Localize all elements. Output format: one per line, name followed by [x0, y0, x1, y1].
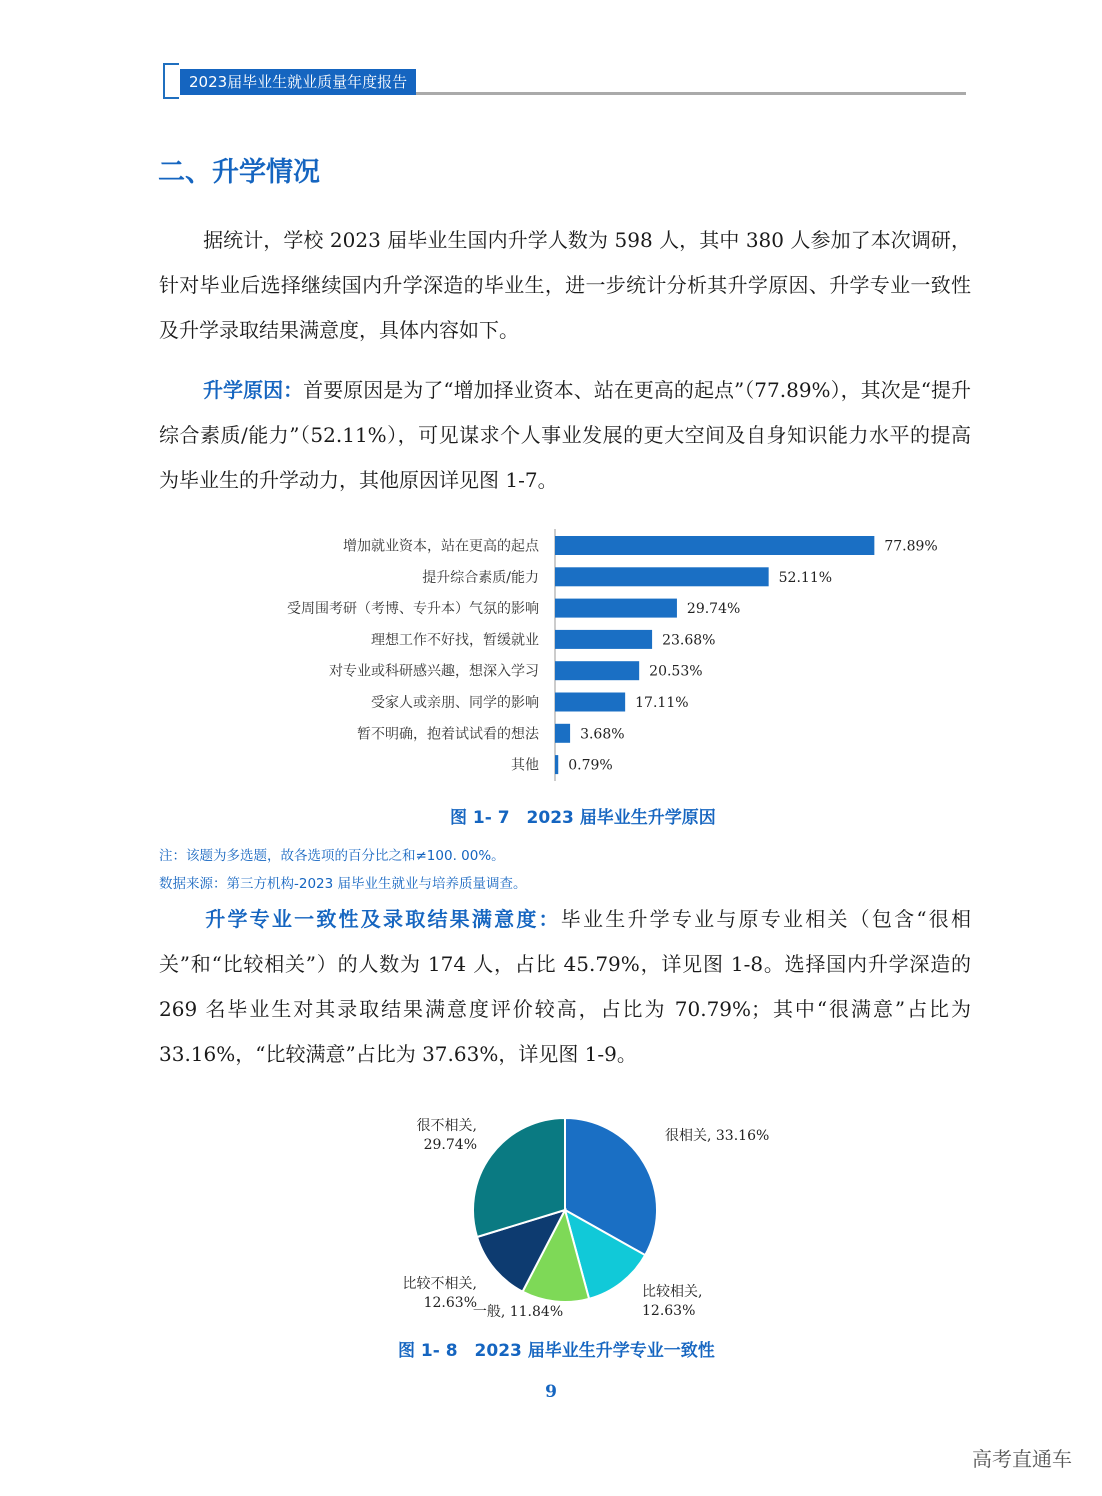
pie-chart-figure-1-8 — [380, 1110, 820, 1326]
bar-value-label: 29.74% — [686, 601, 741, 618]
page-number: 9 — [545, 1382, 557, 1402]
pie-slice-label: 比较相关, 12.63% — [642, 1284, 703, 1319]
bar-value-label: 17.11% — [635, 695, 689, 711]
bar — [555, 567, 769, 586]
figure-1-7-source: 数据来源：第三方机构-2023 届毕业生就业与培养质量调查。 — [159, 876, 527, 892]
figure-1-7-note: 注：该题为多选题，故各选项的百分比之和≠100. 00%。 — [159, 848, 505, 864]
pie-slice-label: 比较不相关, 12.63% — [402, 1276, 477, 1311]
bar-value-label: 23.68% — [662, 632, 716, 649]
bar — [555, 724, 570, 743]
pie-slice-label: 很相关, 33.16% — [665, 1128, 770, 1144]
report-header-title: 2023届毕业生就业质量年度报告 — [180, 69, 416, 95]
consistency-label: 升学专业一致性及录取结果满意度： — [203, 907, 561, 931]
bar — [555, 536, 874, 555]
bar-category-label: 受周围考研（考博、专升本）气氛的影响 — [287, 601, 539, 618]
section-title: 二、升学情况 — [158, 157, 320, 188]
intro-text: 据统计，学校 2023 届毕业生国内升学人数为 598 人，其中 380 人参加了本次调研，针对毕业后选择继续国内升学深造的毕业生，进一步统计分析其升学原因、升学专业一致性及升学录取结果满意度，具体内容如下。 — [159, 228, 971, 342]
bar-category-label: 对专业或科研感兴趣，想深入学习 — [329, 663, 539, 680]
reason-text: 首要原因是为了“增加择业资本、站在更高的起点”（77.89%），其次是“提升综合素质/能力”（52.11%），可见谋求个人事业发展的更大空间及自身知识能力水平的提高为毕业生的升学动力，其他原因详见图 1-7。 — [159, 378, 971, 492]
consistency-paragraph — [159, 897, 971, 1077]
bar-category-label: 暂不明确，抱着试试看的想法 — [357, 726, 539, 743]
bar — [555, 630, 652, 649]
bar-value-label: 20.53% — [649, 663, 703, 680]
bar — [555, 755, 558, 774]
bar-category-label: 受家人或亲朋、同学的影响 — [371, 695, 539, 711]
reason-label: 升学原因： — [203, 378, 304, 402]
pie-slice-label: 一般, 11.84% — [472, 1304, 564, 1320]
bar-value-label: 77.89% — [884, 538, 938, 555]
bar-category-label: 提升综合素质/能力 — [422, 569, 539, 586]
intro-paragraph — [159, 218, 971, 353]
bar-category-label: 其他 — [511, 757, 539, 774]
bar-chart-figure-1-7 — [200, 525, 980, 787]
bar — [555, 599, 677, 618]
figure-1-8-caption: 图 1- 8 2023 届毕业生升学专业一致性 — [398, 1341, 715, 1361]
bar-value-label: 3.68% — [580, 726, 625, 743]
header-rule — [416, 92, 966, 95]
bar-category-label: 增加就业资本，站在更高的起点 — [343, 538, 539, 555]
bar-category-label: 理想工作不好找，暂缓就业 — [371, 632, 539, 649]
reason-paragraph — [159, 368, 971, 503]
pie-slice-label: 很不相关, 29.74% — [416, 1118, 477, 1153]
watermark-text: 高考直通车 — [972, 1447, 1072, 1471]
bar-value-label: 52.11% — [778, 569, 833, 586]
consistency-text: 毕业生升学专业与原专业相关（包含“很相关”和“比较相关”）的人数为 174 人，占比 45.79%，详见图 1-8。选择国内升学深造的 269 名毕业生对其录取结果满意度评价较高，占比为 70.79%；其中“很满意”占比为 33.16%，“比较满意”占比为 37.63%，详见图 1-9。 — [159, 907, 971, 1066]
header-frame — [163, 63, 179, 99]
bar-value-label: 0.79% — [568, 757, 613, 774]
bar — [555, 693, 625, 712]
figure-1-7-caption: 图 1- 7 2023 届毕业生升学原因 — [450, 808, 716, 828]
bar — [555, 661, 639, 680]
